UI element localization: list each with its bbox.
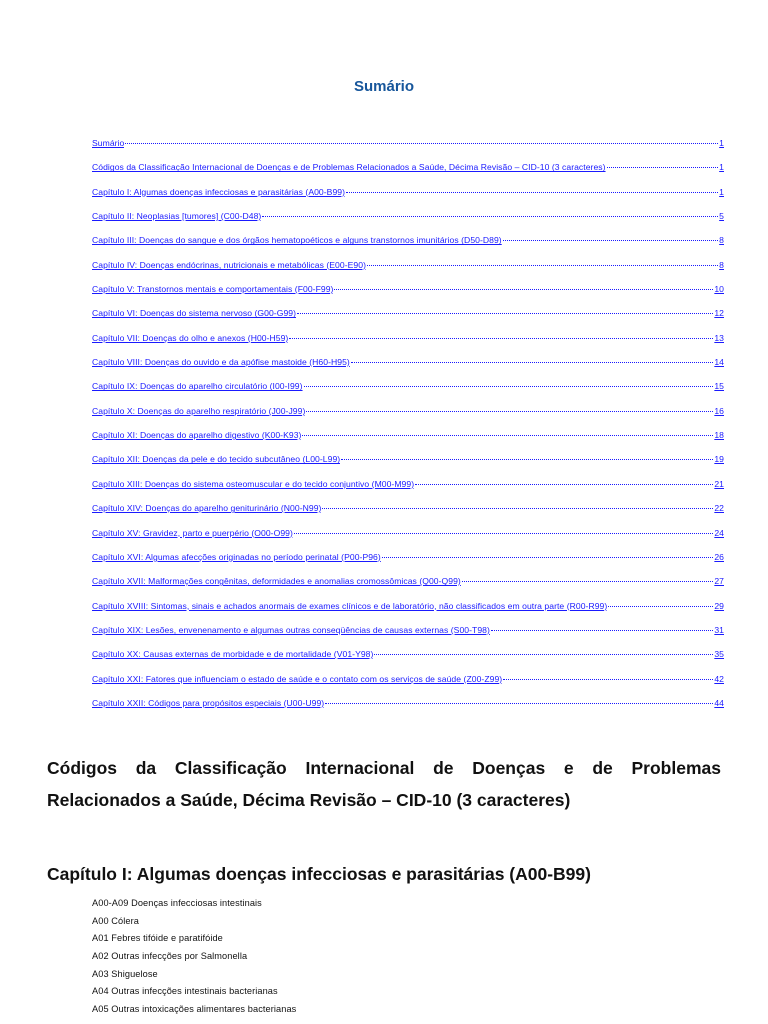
toc-entry-page: 18 [714,430,724,441]
toc-entry-link[interactable] [92,308,724,332]
toc-entry-title: Capítulo VI: Doenças do sistema nervoso (G00-G99) [92,308,297,319]
toc-entry-title: Sumário [92,138,125,148]
toc-entry-page: 44 [714,697,724,708]
toc-entry-page: 1 [719,186,724,197]
toc-entry-page: 16 [714,405,724,416]
chapter-heading: Capítulo I: Algumas doenças infecciosas e parasitárias (A00-B99) [47,864,591,884]
toc-entry-link[interactable] [92,528,724,552]
toc-entry-title: Capítulo XI: Doenças do aparelho digestivo (K00-K93) [92,430,302,441]
toc-entry-link[interactable] [92,260,724,284]
toc-entry-link[interactable] [92,698,724,722]
toc-entry-link[interactable] [92,357,724,381]
toc-entry-link[interactable] [92,479,724,503]
toc-entry-link[interactable] [92,284,724,308]
toc-entry-link[interactable] [92,138,724,162]
toc-entry-page: 19 [714,454,724,465]
toc-entry-page: 31 [714,624,724,635]
toc-entry-title: Capítulo XII: Doenças da pele e do tecido subcutâneo (L00-L99) [92,454,341,465]
code-list-item: A05 Outras intoxicações alimentares bacterianas [92,1004,297,1015]
toc-entry-link[interactable] [92,235,724,259]
toc-entry-link[interactable] [92,625,724,649]
toc-entry-page: 8 [719,259,724,270]
toc-entry-title: Códigos da Classificação Internacional de Doenças e de Problemas Relacionados a Saúde, Décima Revisão – CID-10 (3 caracteres) [92,162,606,173]
toc-entry-page: 13 [714,332,724,343]
toc-dot-leader [341,459,713,460]
toc-entry-link[interactable] [92,381,724,405]
toc-entry-title: Capítulo I: Algumas doenças infecciosas e parasitárias (A00-B99) [92,186,346,197]
toc-entry-title: Capítulo XIV: Doenças do aparelho geniturinário (N00-N99) [92,503,322,514]
toc-dot-leader [415,484,713,485]
toc-dot-leader [607,167,719,168]
toc-entry-page: 35 [714,649,724,660]
toc-entry-title: Capítulo VIII: Doenças do ouvido e da apófise mastoide (H60-H95) [92,357,350,368]
toc-dot-leader [294,533,713,534]
toc-entry-link[interactable] [92,454,724,478]
toc-entry-title: Capítulo II: Neoplasias [tumores] (C00-D48) [92,211,262,222]
toc-dot-leader [491,630,713,631]
toc-entry-title: Capítulo VII: Doenças do olho e anexos (H00-H59) [92,332,289,343]
toc-dot-leader [304,386,714,387]
toc-entry-title: Capítulo XV: Gravidez, parto e puerpério (O00-O99) [92,527,293,538]
toc-dot-leader [297,313,713,314]
toc-entry-page: 27 [714,576,724,587]
toc-dot-leader [125,143,718,144]
toc-entry-link[interactable] [92,503,724,527]
toc-entry-page: 29 [714,600,724,611]
toc-entry-link[interactable] [92,576,724,600]
toc-dot-leader [382,557,714,558]
toc-dot-leader [503,679,713,680]
toc-entry-title: Capítulo XIX: Lesões, envenenamento e algumas outras conseqüências de causas externas (S00-T98) [92,624,490,635]
toc-dot-leader [346,192,718,193]
toc-entry-title: Capítulo IV: Doenças endócrinas, nutricionais e metabólicas (E00-E90) [92,259,366,270]
toc-entry-title: Capítulo XVI: Algumas afecções originadas no período perinatal (P00-P96) [92,551,381,562]
code-list-item: A04 Outras infecções intestinais bacterianas [92,986,278,997]
toc-entry-page: 21 [714,478,724,489]
toc-entry-title: Capítulo XXII: Códigos para propósitos especiais (U00-U99) [92,697,325,708]
toc-entry-page: 15 [714,381,724,392]
toc-entry-title: Capítulo XVIII: Sintomas, sinais e achados anormais de exames clínicos e de laboratório, não classificados em outra parte (R00-R99) [92,600,608,611]
toc-dot-leader [374,654,713,655]
toc-dot-leader [302,435,713,436]
toc-entry-link[interactable] [92,430,724,454]
toc-entry-link[interactable] [92,406,724,430]
toc-entry-title: Capítulo V: Transtornos mentais e comportamentais (F00-F99) [92,284,334,295]
toc-dot-leader [325,703,713,704]
toc-entry-page: 22 [714,503,724,514]
toc-entry-link[interactable] [92,601,724,625]
toc-entry-link[interactable] [92,187,724,211]
toc-entry-link[interactable] [92,649,724,673]
code-list-item: A00-A09 Doenças infecciosas intestinais [92,898,262,908]
toc-entry-page: 14 [714,357,724,368]
toc-entry-title: Capítulo XIII: Doenças do sistema osteomuscular e do tecido conjuntivo (M00-M99) [92,478,415,489]
toc-dot-leader [351,362,714,363]
toc-entry-link[interactable] [92,211,724,235]
toc-entry-link[interactable] [92,333,724,357]
toc-entry-title: Capítulo IX: Doenças do aparelho circulatório (I00-I99) [92,381,303,392]
toc-entry-title: Capítulo III: Doenças do sangue e dos órgãos hematopoéticos e alguns transtornos imunitários (D50-D89) [92,235,502,246]
toc-entry-link[interactable] [92,162,724,186]
toc-entry-title: Capítulo XX: Causas externas de morbidade e de mortalidade (V01-Y98) [92,649,374,660]
toc-entry-page: 8 [719,235,724,246]
toc-entry-link[interactable] [92,552,724,576]
toc-entry-title: Capítulo XVII: Malformações congênitas, deformidades e anomalias cromossômicas (Q00-Q99) [92,576,461,587]
toc-entry-page: 1 [719,138,724,148]
toc-entry-page: 1 [719,162,724,173]
toc-dot-leader [367,265,718,266]
code-list-item: A00 Cólera [92,915,139,926]
toc-entry-title: Capítulo XXI: Fatores que influenciam o estado de saúde e o contato com os serviços de saúde (Z00-Z99) [92,673,503,684]
toc-entry-page: 24 [714,527,724,538]
code-list-item: A03 Shiguelose [92,968,158,979]
toc-entry-page: 5 [719,211,724,222]
toc-entry-page: 42 [714,673,724,684]
toc-dot-leader [289,338,713,339]
toc-dot-leader [306,411,713,412]
code-list-item: A01 Febres tifóide e paratifóide [92,933,223,944]
toc-dot-leader [608,606,713,607]
toc-title: Sumário [353,78,414,95]
code-list [92,896,296,1020]
toc-entry-page: 12 [714,308,724,319]
toc-entry-page: 26 [714,551,724,562]
toc-dot-leader [503,240,718,241]
toc-dot-leader [462,581,713,582]
toc-entry-page: 10 [714,284,724,295]
document-heading: Códigos da Classificação Internacional de Doenças e de Problemas Relacionados a Saúde, Décima Revisão – CID-10 (3 caracteres) [47,758,721,810]
table-of-contents [92,138,724,722]
toc-entry-link[interactable] [92,674,724,698]
toc-dot-leader [334,289,713,290]
toc-dot-leader [262,216,718,217]
toc-entry-title: Capítulo X: Doenças do aparelho respiratório (J00-J99) [92,405,306,416]
code-list-item: A02 Outras infecções por Salmonella [92,951,248,962]
toc-dot-leader [322,508,713,509]
